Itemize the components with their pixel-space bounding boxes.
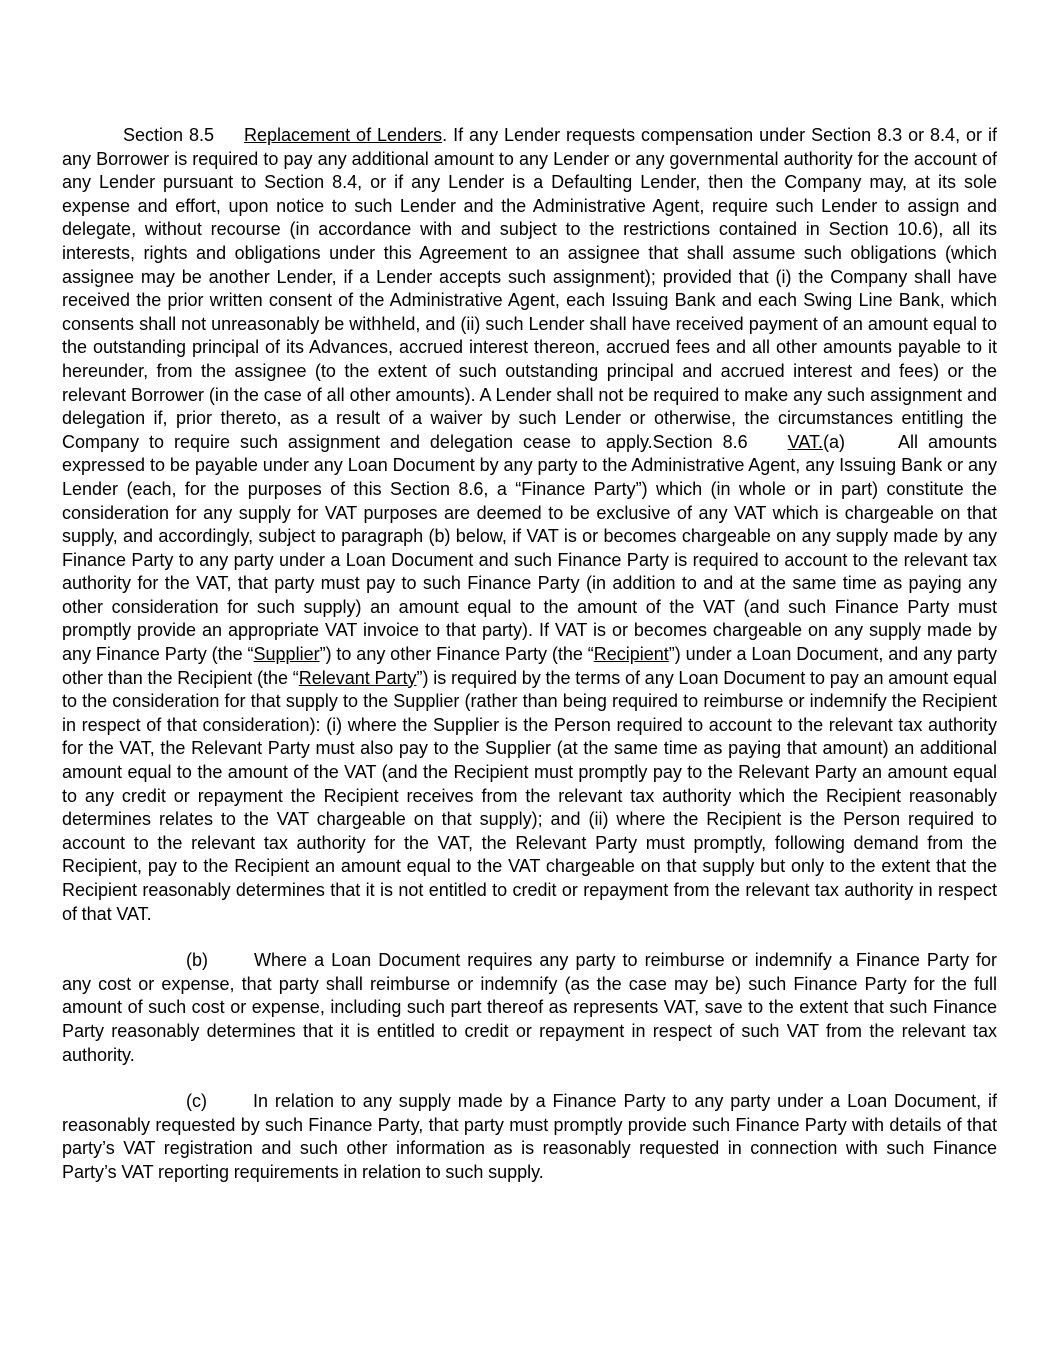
- document-page: [62, 124, 997, 1185]
- subsection-c-text: In relation to any supply made by a Finance Party to any party under a Loan Document, if reasonably requested by such Finance Party, that party must promptly provide such Finance Party with details of that party’s VAT registration and such other information as is reasonably requested in connection with such Finance Party’s VAT reporting requirements in relation to such supply.: [62, 1091, 997, 1182]
- section-8-5-heading: Replacement of Lenders: [244, 125, 443, 145]
- paragraph-subsection-c: [62, 1090, 997, 1184]
- defined-term-supplier: Supplier: [253, 644, 320, 665]
- subsection-a-text-2: ”) to any other Finance Party (the “: [319, 644, 594, 665]
- section-8-6-heading: VAT.: [787, 431, 823, 452]
- paragraph-section-8-5-and-8-6a: [62, 124, 997, 926]
- subsection-b-label: (b): [186, 950, 208, 971]
- subsection-a-text-1: All amounts expressed to be payable under any Loan Document by any party to the Administrative Agent, any Issuing Bank or any Lender (each, for the purposes of this Section 8.6, a “Finance Party”) which (in whole or in part) constitute the consideration for any supply for VAT purposes are deemed to be exclusive of any VAT which is chargeable on that supply, and accordingly, subject to paragraph (b) below, if VAT is or becomes chargeable on any supply made by any Finance Party to any party under a Loan Document and such Finance Party is required to account to the relevant tax authority for the VAT, that party must pay to such Finance Party (in addition to and at the same time as paying any other consideration for such supply) an amount equal to the amount of the VAT (and such Finance Party must promptly provide an appropriate VAT invoice to that party). If VAT is or becomes chargeable on any supply made by any Finance Party (the “: [62, 431, 997, 665]
- section-8-5-number: Section 8.5: [123, 125, 215, 145]
- section-8-5-heading-period: .: [442, 125, 448, 145]
- section-8-5-body: If any Lender requests compensation under Section 8.3 or 8.4, or if any Borrower is required to pay any additional amount to any Lender or any governmental authority for the account of any Lender pursuant to Section 8.4, or if any Lender is a Defaulting Lender, then the Company may, at its sole expense and effort, upon notice to such Lender and the Administrative Agent, require such Lender to assign and delegate, without recourse (in accordance with and subject to the restrictions contained in Section 10.6), all its interests, rights and obligations under this Agreement to an assignee that shall assume such obligations (which assignee may be another Lender, if a Lender accepts such assignment); provided that (i) the Company shall have received the prior written consent of the Administrative Agent, each Issuing Bank and each Swing Line Bank, which consents shall not unreasonably be withheld, and (ii) such Lender shall have received payment of an amount equal to the outstanding principal of its Advances, accrued interest thereon, accrued fees and all other amounts payable to it hereunder, from the assignee (to the extent of such outstanding principal and accrued interest and fees) or the relevant Borrower (in the case of all other amounts). A Lender shall not be required to make any such assignment and delegation if, prior thereto, as a result of a waiver by such Lender or otherwise, the circumstances entitling the Company to require such assignment and delegation cease to apply.: [62, 125, 998, 452]
- subsection-a-label: (a): [823, 431, 845, 452]
- subsection-a-text-4: ”) is required by the terms of any Loan Document to pay an amount equal to the consideration for that supply to the Supplier (rather than being required to reimburse or indemnify the Recipient in respect of that consideration): (i) where the Supplier is the Person required to account to the relevant tax authority for the VAT, the Relevant Party must also pay to the Supplier (at the same time as paying that amount) an additional amount equal to the amount of the VAT (and the Recipient must promptly pay to the Relevant Party an amount equal to any credit or repayment the Recipient receives from the relevant tax authority which the Recipient reasonably determines relates to the VAT chargeable on that supply); and (ii) where the Recipient is the Person required to account to the relevant tax authority for the VAT, the Relevant Party must promptly, following demand from the Recipient, pay to the Recipient an amount equal to the VAT chargeable on that supply but only to the extent that the Recipient reasonably determines that it is not entitled to credit or repayment from the relevant tax authority in respect of that VAT.: [62, 667, 997, 924]
- subsection-b-text: Where a Loan Document requires any party to reimburse or indemnify a Finance Party for any cost or expense, that party shall reimburse or indemnify (as the case may be) such Finance Party for the full amount of such cost or expense, including such part thereof as represents VAT, save to the extent that such Finance Party reasonably determines that it is entitled to credit or repayment in respect of such VAT from the relevant tax authority.: [62, 950, 997, 1065]
- defined-term-recipient: Recipient: [593, 644, 669, 665]
- subsection-a-text-3: ”) under a Loan Document, and any party other than the Recipient (the “: [62, 644, 998, 688]
- paragraph-subsection-b: [62, 949, 997, 1067]
- defined-term-relevant-party: Relevant Party: [298, 667, 417, 688]
- section-8-6-number: Section 8.6: [652, 431, 748, 452]
- subsection-c-label: (c): [186, 1091, 207, 1112]
